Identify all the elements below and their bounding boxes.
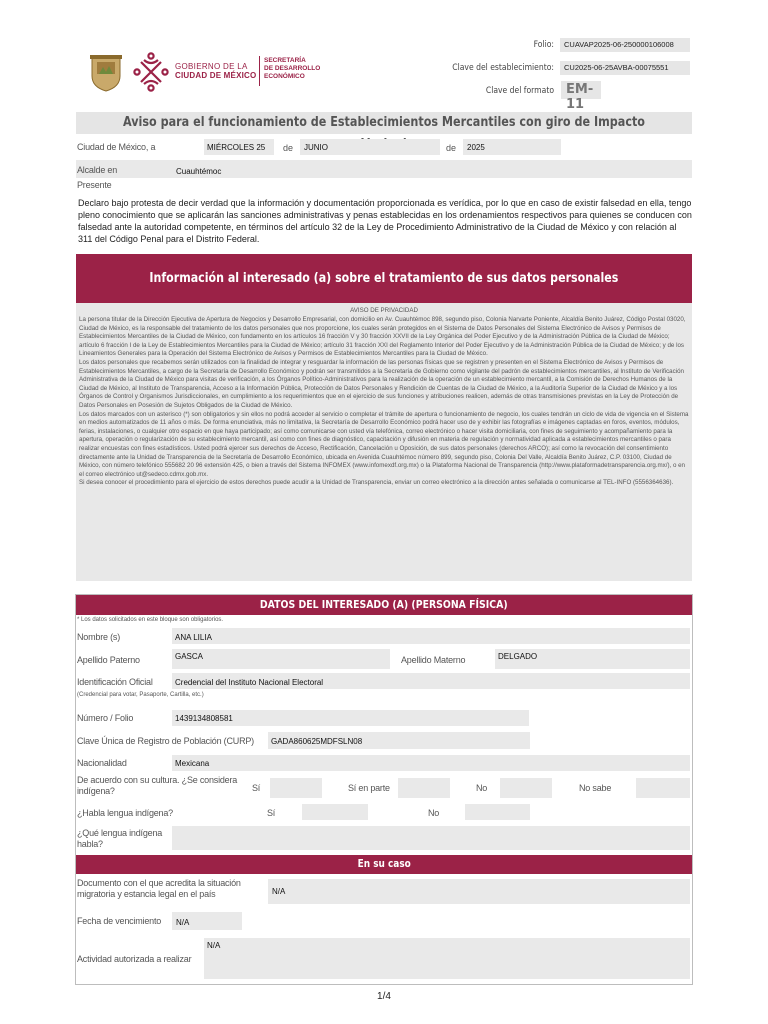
- indigena-opt-si: Sí: [252, 783, 261, 793]
- privacy-title: Información al interesado (a) sobre el tratamiento de sus datos personales: [149, 271, 619, 286]
- documento-migratorio-value: N/A: [272, 887, 286, 896]
- privacy-paragraph-2: Los datos personales que recabemos serán utilizados con la finalidad de integrar y resguardar la información de las personas físicas que se registren y presenten en el Sistema Electrónico de Avisos y Permisos de Establecimientos Mercantiles, a cargo de la Secretaría de Desarrollo Económico y podrán ser transmitidos a la Secretaría de Gobierno como vigilante del padrón de establecimientos mercantiles, al Instituto de Verificación Administrativa de la Ciudad de México para visitas de verificación, a los Órganos Político-Administrativos para la realización de la operación de un establecimiento mercantil, a la Comisión de Derechos Humanos de la Ciudad de México, al Instituto de Transparencia, Acceso a la Información Pública, Protección de Datos Personales y Rendición de Cuentas de la Ciudad de México, a la Auditoría Superior de la Ciudad de México y a los Órganos de Control y Organismos Jurisdiccionales, en cumplimiento a los requerimientos que en el ejercicio de sus funciones y atribuciones realicen, además de otras transmisiones previstas en la Ley de Protección de Datos Personales en Posesión de Sujetos Obligados de la Ciudad de México.: [79, 358, 684, 409]
- lengua-opt-no: No: [428, 808, 440, 818]
- clave-establecimiento-value: CU2025-06-25AVBA-00075551: [560, 61, 690, 75]
- lengua-si-box[interactable]: [302, 804, 368, 820]
- indigena-opt-no-sabe: No sabe: [579, 783, 612, 793]
- cdmx-logo-icon: [133, 52, 169, 92]
- apellido-paterno-value: GASCA: [175, 652, 204, 661]
- date-month-value: JUNIO: [304, 143, 328, 152]
- nombre-value: ANA LILIA: [175, 633, 212, 642]
- indigena-no-sabe-box[interactable]: [636, 778, 690, 798]
- actividad-autorizada-field[interactable]: [204, 938, 690, 979]
- documento-migratorio-field[interactable]: [268, 879, 690, 904]
- declaration-text: Declaro bajo protesta de decir verdad que la información y documentación proporcionada es verídica, por lo que en caso de existir falsedad en ella, tengo pleno conocimiento que se aplicarán las sanciones administrativas y penas establecidas en los ordenamientos respectivos para quienes se conducen con falsedad ante la autoridad competente, en términos del artículo 32 de la Ley de Procedimiento Administrativo de la Ciudad de México y con relación al 311 del Código Penal para el Distrito Federal.: [78, 198, 692, 244]
- indigena-si-box[interactable]: [270, 778, 322, 798]
- apellido-materno-value: DELGADO: [498, 652, 538, 661]
- datos-title: DATOS DEL INTERESADO (A) (PERSONA FÍSICA): [260, 598, 508, 611]
- apellido-materno-label: Apellido Materno: [401, 655, 466, 665]
- lengua-no-box[interactable]: [465, 804, 530, 820]
- nacionalidad-value: Mexicana: [175, 759, 210, 768]
- gov-line1: GOBIERNO DE LA: [175, 62, 248, 71]
- numero-folio-label: Número / Folio: [77, 713, 134, 723]
- actividad-autorizada-label: Actividad autorizada a realizar: [77, 954, 192, 964]
- indigena-opt-no: No: [476, 783, 488, 793]
- nombre-field[interactable]: [172, 628, 690, 644]
- indigena-opt-si-en-parte: Sí en parte: [348, 783, 390, 793]
- identificacion-label: Identificación Oficial: [77, 677, 153, 687]
- date-weekday-value: MIÉRCOLES 25: [207, 143, 266, 152]
- apellido-paterno-field[interactable]: [172, 649, 390, 669]
- privacy-heading: AVISO DE PRIVACIDAD: [350, 307, 418, 314]
- fecha-vencimiento-value: N/A: [176, 918, 190, 927]
- identificacion-hint: (Credencial para votar, Pasaporte, Cartilla, etc.): [77, 692, 204, 698]
- form-title-text: Aviso para el funcionamiento de Establecimientos Mercantiles con giro de Impacto: [123, 115, 645, 130]
- clave-establecimiento-label: Clave del establecimiento:: [452, 63, 554, 73]
- date-de2: de: [446, 143, 457, 153]
- datos-title-bar: [76, 595, 692, 615]
- indigena-no-box[interactable]: [500, 778, 552, 798]
- presente-label: Presente: [77, 180, 112, 190]
- logo-divider: [259, 56, 260, 86]
- coat-of-arms-logo: [89, 54, 123, 92]
- nombre-label: Nombre (s): [77, 632, 121, 642]
- numero-folio-value: 1439134808581: [175, 714, 233, 723]
- date-de1: de: [283, 143, 294, 153]
- actividad-autorizada-value: N/A: [207, 941, 221, 950]
- privacy-paragraph-4: Si desea conocer el procedimiento para el ejercicio de estos derechos puede acudir a la Unidad de Transparencia, enviar un correo electrónico a la dirección antes señalada o comunicarse al TEL-INFO (5556364636).: [79, 479, 674, 487]
- que-lengua-label: ¿Qué lengua indígena habla?: [77, 828, 163, 849]
- secretaria-line2: DE DESARROLLO: [264, 65, 321, 72]
- curp-label: Clave Única de Registro de Población (CURP): [77, 736, 254, 746]
- indigena-si-en-parte-box[interactable]: [398, 778, 450, 798]
- form-title: [76, 112, 692, 134]
- secretaria-line1: SECRETARÍA: [264, 57, 306, 64]
- apellido-paterno-label: Apellido Paterno: [77, 655, 140, 665]
- indigena-label: De acuerdo con su cultura. ¿Se considera indígena?: [77, 775, 238, 796]
- en-su-caso-title: En su caso: [357, 858, 411, 870]
- datos-required-note: * Los datos solicitados en este bloque son obligatorios.: [77, 617, 224, 623]
- page-number: 1/4: [377, 991, 391, 1002]
- secretaria-logo-text: [264, 57, 344, 81]
- alcalde-value: Cuauhtémoc: [176, 167, 222, 176]
- lengua-label: ¿Habla lengua indígena?: [77, 808, 173, 818]
- secretaria-line3: ECONÓMICO: [264, 73, 305, 80]
- privacy-notice-box: [76, 303, 692, 581]
- clave-formato-label: Clave del formato: [485, 86, 554, 96]
- clave-formato-value: EM-11: [561, 81, 601, 99]
- date-label: Ciudad de México, a: [77, 142, 156, 152]
- gov-logo-text: [175, 62, 265, 80]
- nacionalidad-field[interactable]: [172, 755, 690, 771]
- identificacion-value: Credencial del Instituto Nacional Electoral: [175, 678, 324, 687]
- alcalde-label: Alcalde en: [77, 165, 118, 175]
- alcalde-row-bg: [76, 160, 692, 178]
- gov-line2: CIUDAD DE MÉXICO: [175, 71, 257, 80]
- folio-label: Folio:: [533, 40, 554, 50]
- privacy-title-bar: [76, 254, 692, 303]
- documento-migratorio-label: Documento con el que acredita la situación migratoria y estancia legal en el país: [77, 878, 241, 899]
- en-su-caso-bar: [76, 855, 692, 874]
- fecha-vencimiento-label: Fecha de vencimiento: [77, 916, 162, 926]
- privacy-paragraph-3: Los datos marcados con un asterisco (*) son obligatorios y sin ellos no podrá acceder al servicio o completar el trámite de apertura o funcionamiento de negocio, los cuales tendrán un ciclo de vida de vigencia en el Sistema en medios automatizados de 11 años o más. De forma enunciativa, más no limitativa, la Secretaría de Desarrollo Económico podrá hacer uso de y exhibir las fotografías e imágenes captadas en foros, eventos, módulos, ferias, instalaciones, o cualquier otro espacio en que haya participado; así como comunicarse con usted vía telefónica, correo electrónico o hacer visita domiciliaria, con fines de seguimiento y acompañamiento para la apertura, operación o regularización de su establecimiento mercantil, así como con fines de diagnóstico, capacitación y difusión en materia de regulación y normatividad aplicada a establecimientos mercantiles o para realizar encuestas con fines estadísticos. Usted podrá ejercer sus derechos de Acceso, Rectificación, Cancelación u Oposición, de sus datos personales (derechos ARCO); así como la revocación del consentimiento directamente ante la Unidad de Transparencia de la Secretaría de Desarrollo Económico, ubicada en Avenida Cuauhtémoc número 899, segundo piso, Colonia Del Valle, Alcaldía Benito Juárez, C.P. 03100, Ciudad de México, con número telefónico 555682 20 96 extensión 425, o bien a través del Sistema INFOMEX (www.infomexdf.org.mx) o la Plataforma Nacional de Transparencia (http://www.plataformadetransparencia.org.mx/), o en el correo electrónico ut@sedeco.cdmx.gob.mx.: [79, 410, 689, 478]
- lengua-opt-si: Sí: [267, 808, 276, 818]
- que-lengua-field[interactable]: [172, 826, 690, 850]
- nacionalidad-label: Nacionalidad: [77, 758, 127, 768]
- privacy-paragraph-1: La persona titular de la Dirección Ejecutiva de Apertura de Negocios y Desarrollo Empresarial, con domicilio en Av. Cuauhtémoc 898, segundo piso, Colonia Narvarte Poniente, Alcaldía Benito Juárez, Código Postal 03020, Ciudad de México, es la responsable del tratamiento de los datos personales que nos proporcione, los cuales serán protegidos en el Sistema de Datos Personales del Sistema Electrónico de Avisos y Permisos de Establecimientos Mercantiles de la Ciudad de México, con fundamento en los artículos 16 fracción V y 30 fracción XXVII de la Ley Orgánica del Poder Ejecutivo y de la Administración Pública de la Ciudad de México; artículo 6 fracción I de la Ley de Establecimientos Mercantiles para la Ciudad de México; artículo 31 fracción XXI del Reglamento Interior del Poder Ejecutivo y de la Administración Pública de la Ciudad de México; y de los Lineamientos Generales para la Operación del Sistema Electrónico de Avisos y Permisos de Establecimientos Mercantiles para la Ciudad de México.: [79, 316, 686, 358]
- folio-value: CUAVAP2025-06-250000106008: [560, 38, 690, 52]
- date-year-value: 2025: [467, 143, 485, 152]
- curp-value: GADA860625MDFSLN08: [271, 737, 363, 746]
